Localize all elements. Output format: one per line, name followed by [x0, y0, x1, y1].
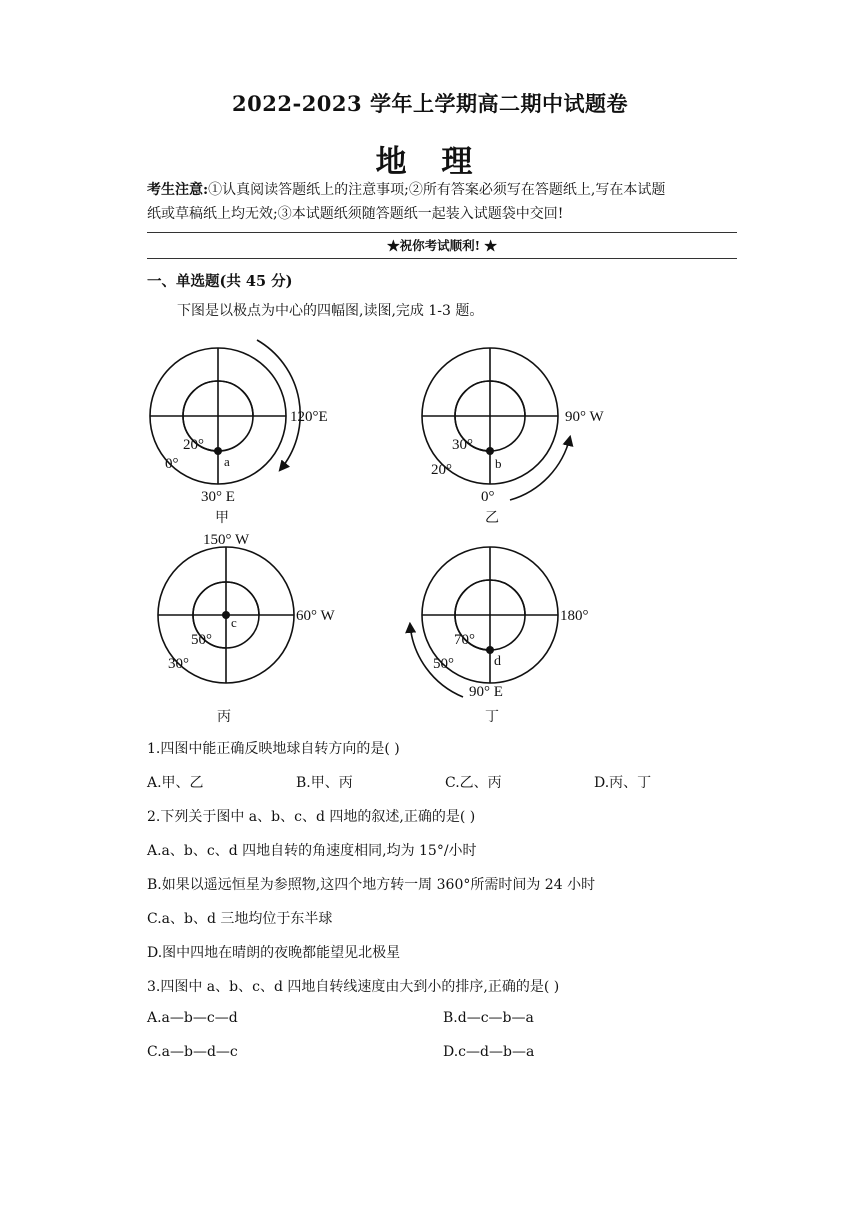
- jia-caption: 甲: [215, 511, 229, 526]
- notice-label: 考生注意:: [147, 182, 209, 198]
- point-d-dot: [486, 646, 494, 654]
- jia-outer-label: 0°: [165, 456, 179, 472]
- jia-inner-label: 20°: [183, 437, 204, 453]
- ding-side-label: 180°: [560, 608, 589, 624]
- point-a-label: a: [224, 454, 230, 469]
- q2-option-b: B.如果以遥远恒星为参照物,这四个地方转一周 360°所需时间为 24 小时: [147, 877, 596, 893]
- ding-inner-label: 70°: [454, 632, 475, 648]
- panel-ding: [410, 547, 558, 697]
- bing-outer-label: 30°: [168, 656, 189, 672]
- point-a-dot: [214, 447, 222, 455]
- q3-option-a: A.a—b—c—d: [147, 1010, 238, 1026]
- q1-option-a: A.甲、乙: [147, 775, 204, 791]
- yi-rotation-arrow: [510, 437, 570, 500]
- jia-side-label: 120°E: [290, 409, 328, 425]
- q3-option-d: D.c—d—b—a: [443, 1044, 535, 1060]
- yi-caption: 乙: [485, 511, 499, 526]
- subject-title: 地 理: [375, 144, 485, 180]
- notice-line-2: 纸或草稿纸上均无效;③本试题纸须随答题纸一起装入试题袋中交回!: [147, 206, 564, 222]
- jia-bottom-label: 30° E: [201, 489, 235, 505]
- ding-caption: 丁: [485, 710, 499, 725]
- q1-option-c: C.乙、丙: [445, 775, 502, 791]
- q2-option-a: A.a、b、c、d 四地自转的角速度相同,均为 15°/小时: [147, 843, 477, 859]
- question-2-stem: 2.下列关于图中 a、b、c、d 四地的叙述,正确的是( ): [147, 809, 476, 825]
- section-intro: 下图是以极点为中心的四幅图,读图,完成 1-3 题。: [177, 303, 484, 319]
- point-b-label: b: [495, 456, 502, 471]
- point-c-label: c: [231, 615, 237, 630]
- yi-side-label: 90° W: [565, 409, 604, 425]
- question-3-stem: 3.四图中 a、b、c、d 四地自转线速度由大到小的排序,正确的是( ): [147, 979, 560, 995]
- question-1-stem: 1.四图中能正确反映地球自转方向的是( ): [147, 741, 400, 757]
- bing-side-label: 60° W: [296, 608, 335, 624]
- bing-caption: 丙: [217, 710, 231, 725]
- point-b-dot: [486, 447, 494, 455]
- point-d-label: d: [494, 654, 501, 669]
- q3-option-b: B.d—c—b—a: [443, 1010, 534, 1026]
- ding-outer-label: 50°: [433, 656, 454, 672]
- q1-option-b: B.甲、丙: [296, 775, 353, 791]
- section-title: 一、单选题(共 45 分): [147, 273, 293, 290]
- q1-option-d: D.丙、丁: [594, 775, 652, 791]
- good-luck-banner: ★祝你考试顺利! ★: [387, 238, 497, 253]
- yi-bottom-label: 0°: [481, 489, 495, 505]
- exam-title: 2022-2023 学年上学期高二期中试题卷: [232, 91, 628, 116]
- ding-bottom-label: 90° E: [469, 684, 503, 700]
- q3-option-c: C.a—b—d—c: [147, 1044, 238, 1060]
- point-c-dot: [222, 611, 230, 619]
- yi-inner-label: 30°: [452, 437, 473, 453]
- yi-outer-label: 20°: [431, 462, 452, 478]
- q2-option-d: D.图中四地在晴朗的夜晚都能望见北极星: [147, 945, 401, 961]
- q2-option-c: C.a、b、d 三地均位于东半球: [147, 911, 333, 927]
- jia-rotation-arrow: [257, 340, 300, 470]
- bing-top-label: 150° W: [203, 532, 250, 548]
- bing-inner-label: 50°: [191, 632, 212, 648]
- notice-line-1: ①认真阅读答题纸上的注意事项;②所有答案必须写在答题纸上,写在本试题: [208, 182, 666, 198]
